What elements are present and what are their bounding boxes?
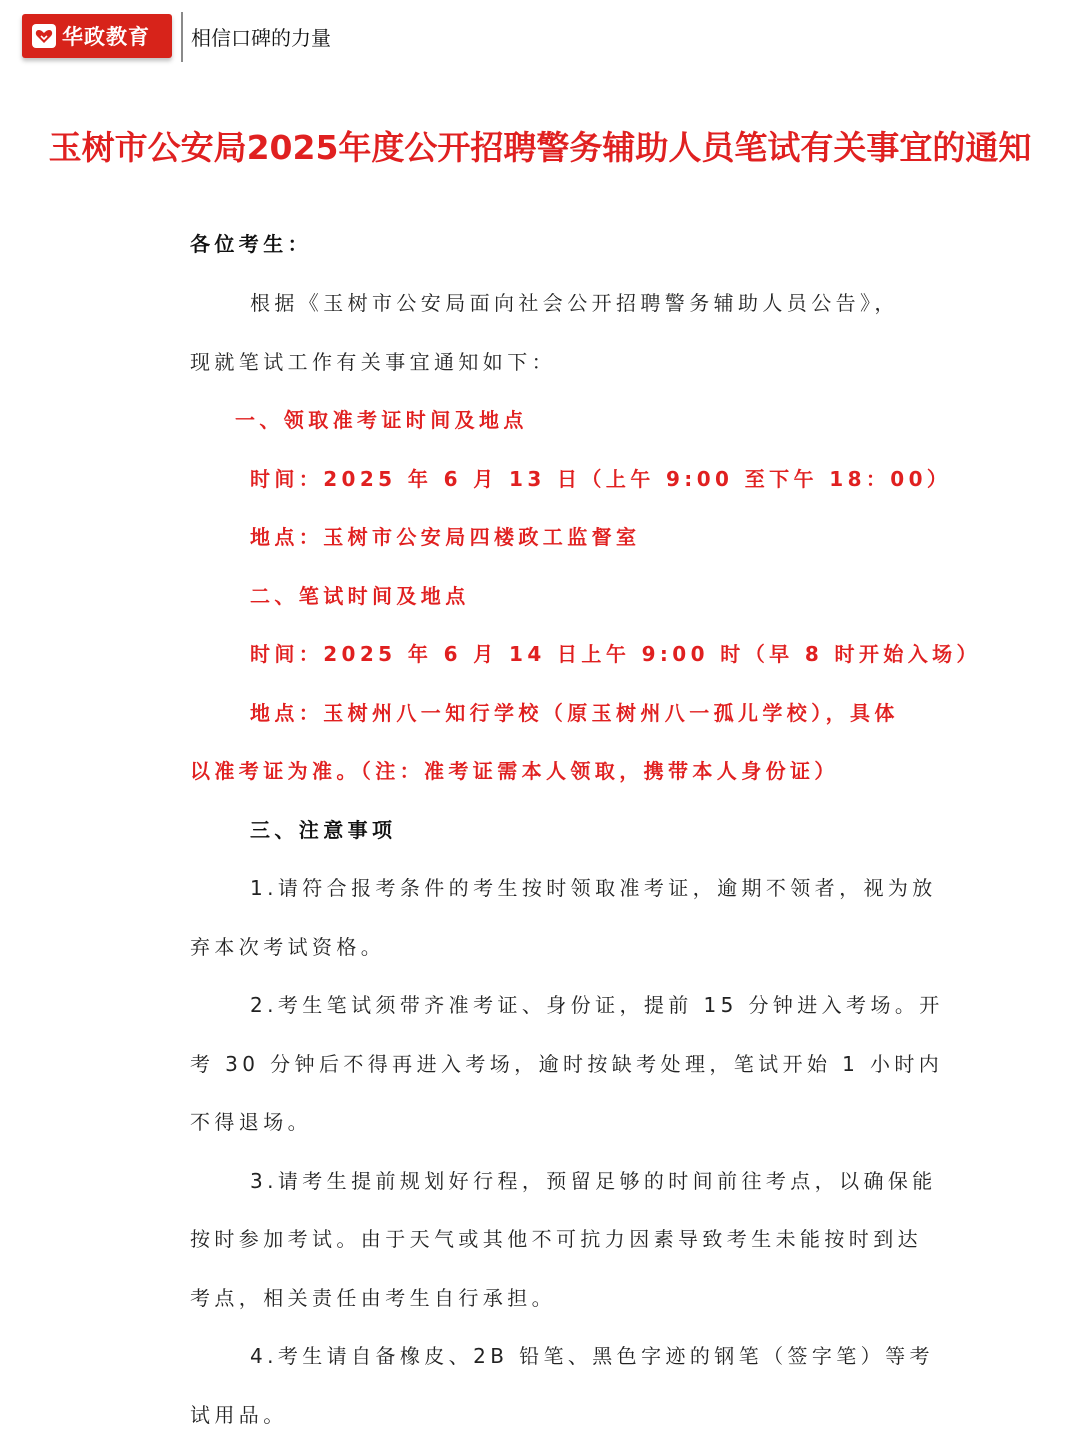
section2-place-line-1: 地点：玉树州八一知行学校（原玉树州八一孤儿学校），具体 bbox=[250, 701, 899, 725]
note1-line-1: 1.请符合报考条件的考生按时领取准考证，逾期不领者，视为放 bbox=[250, 876, 937, 900]
logo-text: 华政教育 bbox=[62, 25, 150, 49]
page-header bbox=[0, 0, 1080, 80]
note2-line-3: 不得退场。 bbox=[190, 1110, 312, 1134]
intro-line-2: 现就笔试工作有关事宜通知如下： bbox=[190, 350, 556, 374]
section1-time: 时间：2025 年 6 月 13 日（上午 9:00 至下午 18：00） bbox=[250, 467, 952, 491]
note3-line-1: 3.请考生提前规划好行程，预留足够的时间前往考点，以确保能 bbox=[250, 1169, 937, 1193]
note3-line-2: 按时参加考试。由于天气或其他不可抗力因素导致考生未能按时到达 bbox=[190, 1227, 922, 1251]
brand-logo[interactable] bbox=[22, 14, 172, 58]
note1-line-2: 弃本次考试资格。 bbox=[190, 935, 386, 959]
section3-heading: 三、注意事项 bbox=[250, 818, 397, 842]
greeting: 各位考生： bbox=[190, 232, 312, 256]
notice-title: 玉树市公安局2025年度公开招聘警务辅助人员笔试有关事宜的通知 bbox=[48, 128, 1032, 167]
note4-line-2: 试用品。 bbox=[190, 1403, 288, 1427]
intro-line-1: 根据《玉树市公安局面向社会公开招聘警务辅助人员公告》， bbox=[250, 291, 899, 315]
note2-line-2: 考 30 分钟后不得再进入考场，逾时按缺考处理，笔试开始 1 小时内 bbox=[190, 1052, 944, 1076]
section1-heading: 一、领取准考证时间及地点 bbox=[235, 408, 528, 432]
section2-place-line-2: 以准考证为准。（注：准考证需本人领取，携带本人身份证） bbox=[190, 759, 839, 783]
note3-line-3: 考点，相关责任由考生自行承担。 bbox=[190, 1286, 556, 1310]
section2-time: 时间：2025 年 6 月 14 日上午 9:00 时（早 8 时开始入场） bbox=[250, 642, 981, 666]
heart-hands-icon bbox=[32, 24, 56, 48]
header-divider bbox=[181, 12, 183, 62]
note4-line-1: 4.考生请自备橡皮、2B 铅笔、黑色字迹的钢笔（签字笔）等考 bbox=[250, 1344, 934, 1368]
note2-line-1: 2.考生笔试须带齐准考证、身份证，提前 15 分钟进入考场。开 bbox=[250, 993, 944, 1017]
section2-heading: 二、笔试时间及地点 bbox=[250, 584, 470, 608]
slogan: 相信口碑的力量 bbox=[191, 26, 331, 50]
section1-place: 地点：玉树市公安局四楼政工监督室 bbox=[250, 525, 641, 549]
